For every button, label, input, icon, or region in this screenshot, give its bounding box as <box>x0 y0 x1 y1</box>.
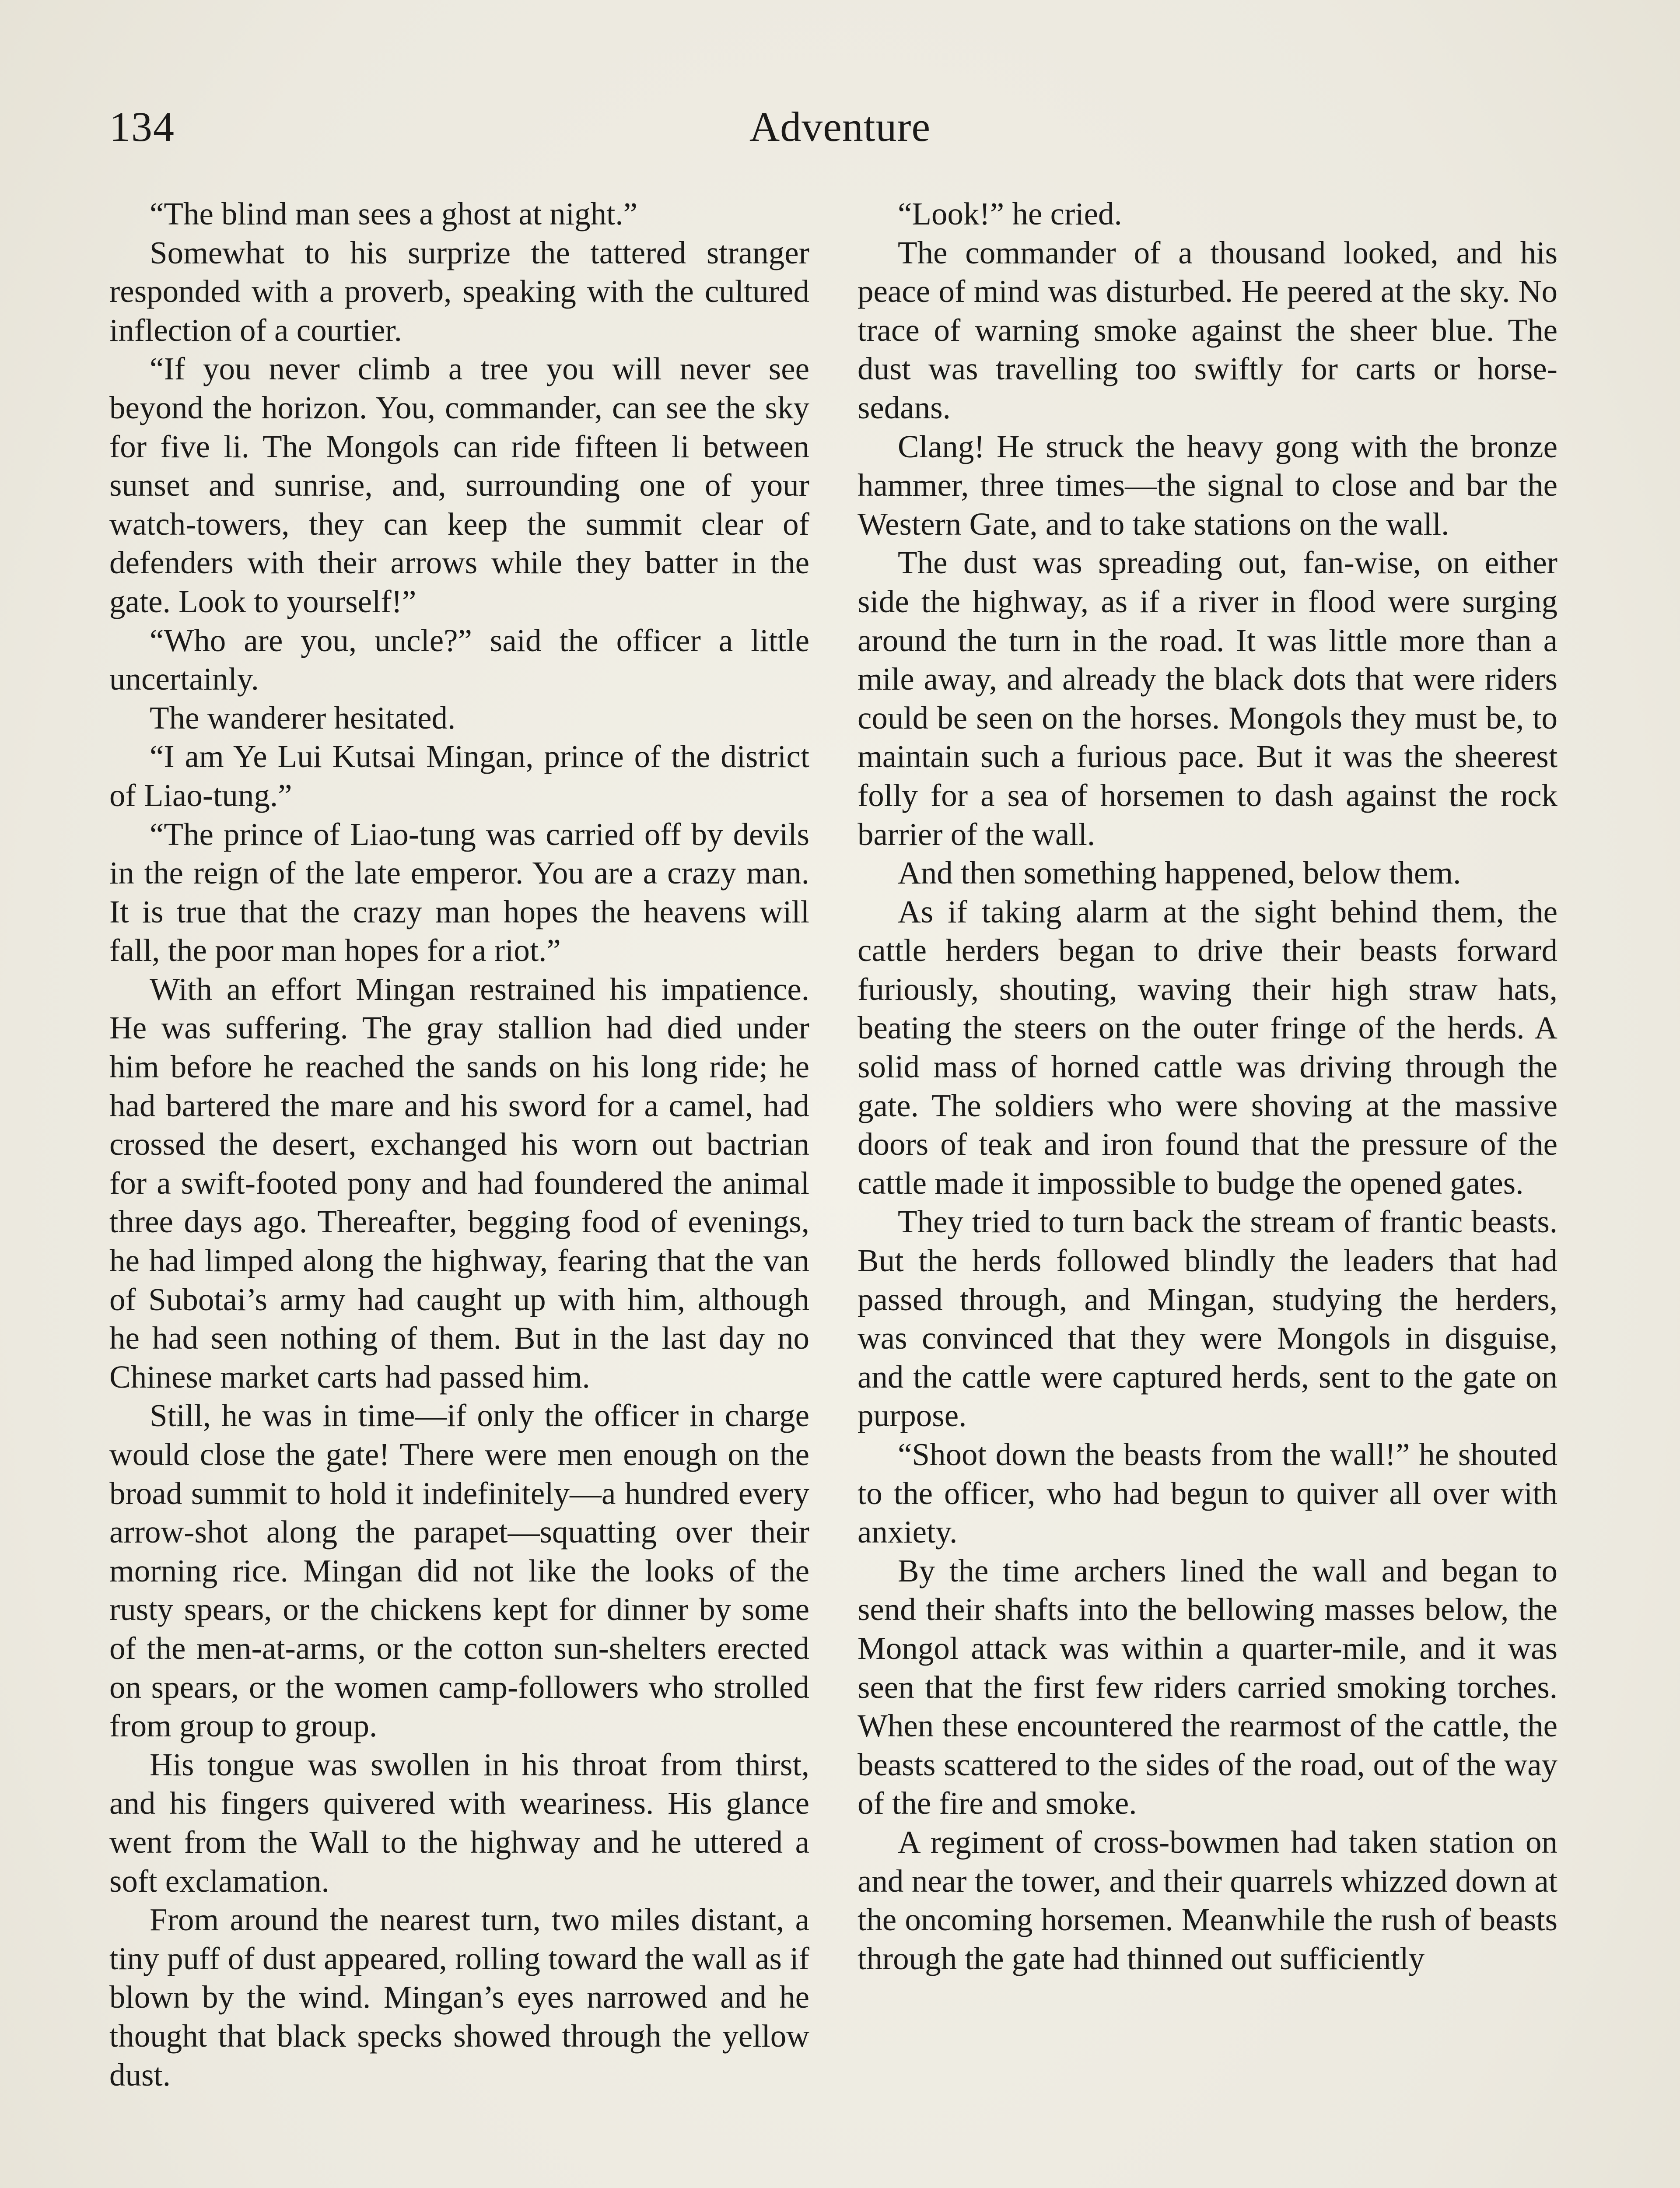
paragraph: “The prince of Liao-tung was carried off by devils in the reign of the late emperor. You are a crazy man. It is true that the crazy man hopes the heavens will fall, the poor man hopes for a riot.” <box>109 816 809 968</box>
right-column <box>858 195 1558 1978</box>
paragraph: With an effort Mingan restrained his impatience. He was suffering. The gray stallion had died under him before he reached the sands on his long ride; he had bartered the mare and his sword for a camel, had crossed the desert, exchanged his worn out bactrian for a swift-footed pony and had foundered the animal three days ago. Thereafter, begging food of evenings, he had limped along the highway, fearing that the van of Subotai’s army had caught up with him, although he had seen nothing of them. But in the last day no Chinese market carts had passed him. <box>109 971 809 1395</box>
paragraph: By the time archers lined the wall and began to send their shafts into the bellowing masses below, the Mongol attack was within a quarter-mile, and it was seen that the first few riders carried smoking torches. When these encountered the rearmost of the cattle, the beasts scattered to the sides of the road, out of the way of the fire and smoke. <box>858 1553 1558 1821</box>
paragraph: A regiment of cross-bowmen had taken station on and near the tower, and their quarrels whizzed down at the oncoming horsemen. Meanwhile the rush of beasts through the gate had thinned out sufficiently <box>858 1824 1558 1976</box>
paragraph: Still, he was in time—if only the officer in charge would close the gate! There were men enough on the broad summit to hold it indefinitely—a hundred every arrow-shot along the parapet—squatting over their morning rice. Mingan did not like the looks of the rusty spears, or the chickens kept for dinner by some of the men-at-arms, or the cotton sun-shelters erected on spears, or the women camp-followers who strolled from group to group. <box>109 1398 809 1744</box>
paragraph: “Shoot down the beasts from the wall!” he shouted to the officer, who had begun to quiver all over with anxiety. <box>858 1437 1558 1550</box>
paragraph: “If you never climb a tree you will never see beyond the horizon. You, commander, can see the sky for five li. The Mongols can ride fifteen li between sunset and sunrise, and, surrounding one of your watch-towers, they can keep the summit clear of defenders with their arrows while they batter in the gate. Look to yourself!” <box>109 351 809 619</box>
paragraph: As if taking alarm at the sight behind them, the cattle herders began to drive their beasts forward furiously, shouting, waving their high straw hats, beating the steers on the outer fringe of the herds. A solid mass of horned cattle was driving through the gate. The soldiers who were shoving at the massive doors of teak and iron found that the pressure of the cattle made it impossible to budge the opened gates. <box>858 894 1558 1201</box>
paragraph: Clang! He struck the heavy gong with the bronze hammer, three times—the signal to close and bar the Western Gate, and to take stations on the wall. <box>858 428 1558 542</box>
paragraph: “The blind man sees a ghost at night.” <box>150 196 637 231</box>
left-column <box>109 195 809 2094</box>
page-header <box>109 96 1571 158</box>
page-number: 134 <box>109 103 175 150</box>
paragraph: From around the nearest turn, two miles distant, a tiny puff of dust appeared, rolling toward the wall as if blown by the wind. Mingan’s eyes narrowed and he thought that black specks showed through the yellow dust. <box>109 1902 809 2093</box>
paragraph: Somewhat to his surprize the tattered stranger responded with a proverb, speaking with the cultured inflection of a courtier. <box>109 235 809 348</box>
paragraph: The dust was spreading out, fan-wise, on either side the highway, as if a river in flood were surging around the turn in the road. It was little more than a mile away, and already the black dots that were riders could be seen on the horses. Mongols they must be, to maintain such a furious pace. But it was the sheerest folly for a sea of horsemen to dash against the rock barrier of the wall. <box>858 545 1558 852</box>
running-title: Adventure <box>749 103 931 150</box>
paragraph: The wanderer hesitated. <box>150 700 456 736</box>
paragraph: They tried to turn back the stream of frantic beasts. But the herds followed blindly the leaders that had passed through, and Mingan, studying the herders, was convinced that they were Mongols in disguise, and the cattle were captured herds, sent to the gate on purpose. <box>858 1204 1558 1434</box>
paragraph: “Look!” he cried. <box>898 196 1122 231</box>
paragraph: His tongue was swollen in his throat from thirst, and his fingers quivered with weariness. His glance went from the Wall to the highway and he uttered a soft exclamation. <box>109 1746 809 1899</box>
paragraph: “Who are you, uncle?” said the officer a little uncertainly. <box>109 622 809 697</box>
paragraph: And then something happened, below them. <box>898 855 1461 891</box>
paragraph: The commander of a thousand looked, and his peace of mind was disturbed. He peered at the sky. No trace of warning smoke against the sheer blue. The dust was travelling too swiftly for carts or horse-sedans. <box>858 235 1558 425</box>
paragraph: “I am Ye Lui Kutsai Mingan, prince of the district of Liao-tung.” <box>109 739 809 813</box>
